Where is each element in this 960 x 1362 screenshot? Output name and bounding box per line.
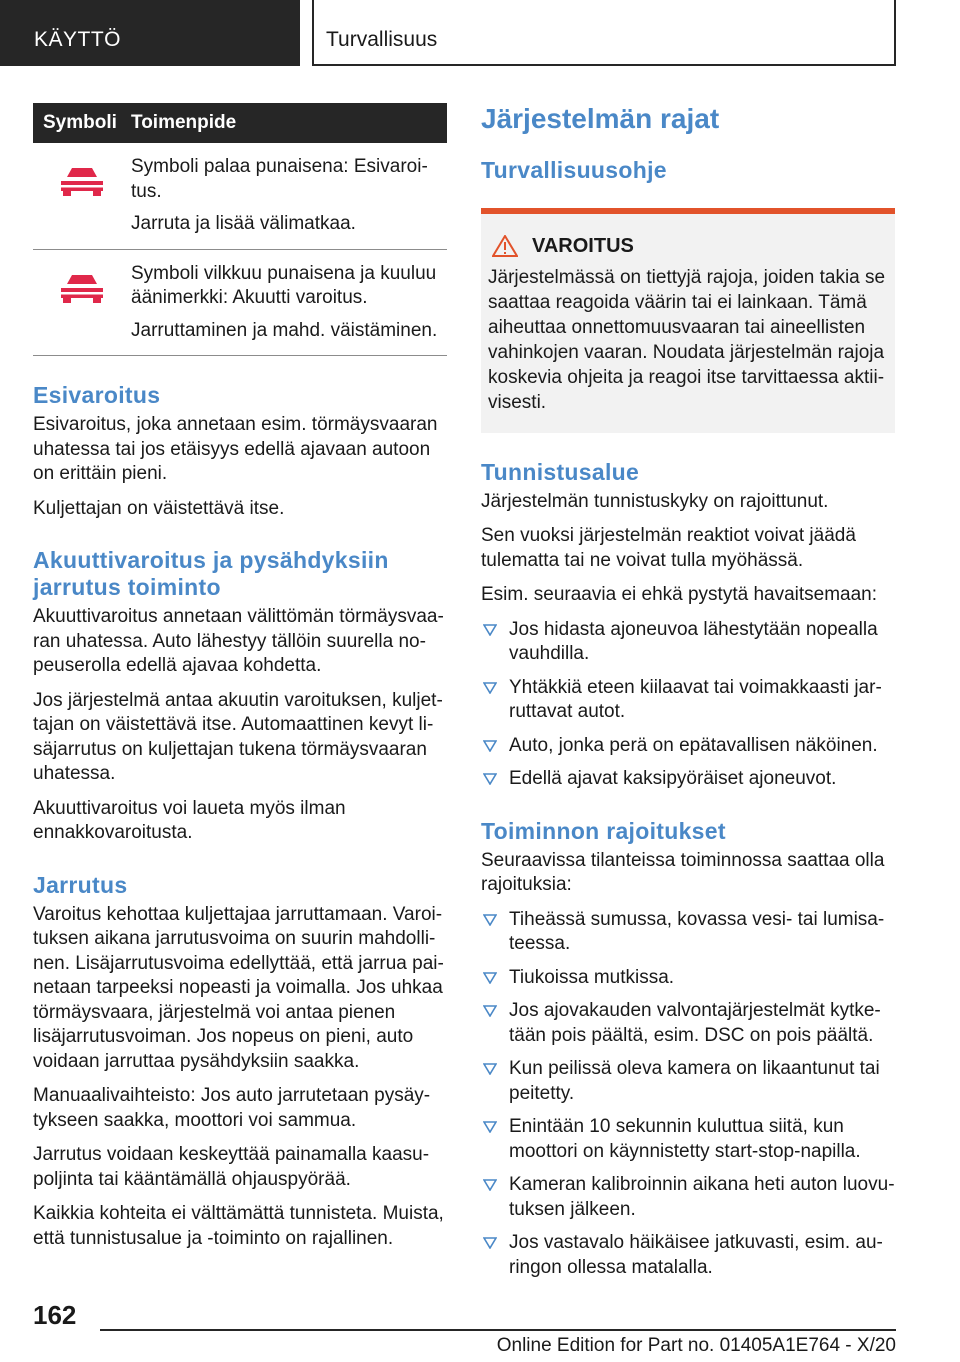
table-header bbox=[33, 103, 447, 143]
paragraph: Esivaroitus, joka annetaan esim. törmäysvaaran uhatessa tai jos etäisyys edellä ajavaan autoon on erittäin pieni. bbox=[33, 414, 438, 484]
list-item: Kameran kalibroinnin aikana heti auton luovutuksen jälkeen. bbox=[481, 1173, 895, 1222]
warning-triangle-icon bbox=[492, 235, 518, 257]
paragraph: Jos järjestelmä antaa akuutin varoituksen, kuljettajan on väistettävä itse. Automaattinen kevyt lisäjarrutus on kuljettajan tukena törmäysvaaran uhatessa. bbox=[33, 689, 443, 784]
list-item: Kun peilissä oleva kamera on likaantunut tai peitetty. bbox=[481, 1057, 895, 1106]
list-item: Edellä ajavat kaksipyöräiset ajoneuvot. bbox=[481, 767, 895, 792]
paragraph: Sen vuoksi järjestelmän reaktiot voivat jäädä tulematta tai ne voivat tulla myöhässä. bbox=[481, 525, 856, 571]
bullet-list-rajoitukset bbox=[481, 908, 895, 1281]
list-item: Auto, jonka perä on epätavallisen näköinen. bbox=[481, 734, 895, 759]
car-warning-icon bbox=[57, 165, 107, 197]
paragraph: Akuuttivaroitus voi laueta myös ilman ennakkovaroitusta. bbox=[33, 797, 346, 843]
table-row-text: Symboli palaa punaisena: Esivaroitus. bbox=[131, 156, 428, 202]
bullet-triangle-icon bbox=[483, 624, 497, 636]
paragraph: Seuraavissa tilanteissa toiminnossa saattaa olla rajoituksia: bbox=[481, 849, 885, 895]
table-header-symbol: Symboli bbox=[43, 111, 117, 133]
table-row bbox=[33, 250, 447, 357]
warning-label: VAROITUS bbox=[532, 235, 634, 257]
table-row-text: Symboli vilkkuu punaisena ja kuuluu äänimerkki: Akuutti varoitus. bbox=[131, 262, 437, 308]
warning-text: Järjestelmässä on tiettyjä rajoja, joiden takia se saattaa reagoida väärin tai ei lainkaan. Tämä aiheuttaa onnettomuusvaaran tai aineellisten vahinkojen vaaran. Noudata järjestelmän rajoja koskevia ohjeita ja reagoi itse tarvittaessa aktiivisesti. bbox=[488, 266, 886, 413]
warning-box bbox=[481, 208, 895, 433]
paragraph: Kaikkia kohteita ei välttämättä tunnisteta. Muista, että tunnistusalue ja -toiminto on rajallinen. bbox=[33, 1203, 444, 1249]
paragraph: Järjestelmän tunnistuskyky on rajoittunut. bbox=[481, 490, 829, 512]
footer-edition: Online Edition for Part no. 01405A1E764 - X/20 bbox=[496, 1335, 896, 1356]
table-row-text: Jarruta ja lisää välimatkaa. bbox=[131, 213, 356, 234]
bullet-triangle-icon bbox=[483, 773, 497, 785]
bullet-triangle-icon bbox=[483, 914, 497, 926]
header-section-label: KÄYTTÖ bbox=[34, 28, 122, 51]
list-item: Jos ajovakauden valvontajärjestelmät kytketään pois päältä, esim. DSC on pois päältä. bbox=[481, 999, 895, 1048]
list-item: Jos vastavalo häikäisee jatkuvasti, esim. auringon ollessa matalalla. bbox=[481, 1231, 895, 1280]
table-row-text: Jarruttaminen ja mahd. väistäminen. bbox=[131, 319, 438, 341]
header-chapter-tab bbox=[312, 0, 896, 66]
main-title: Järjestelmän rajat bbox=[481, 103, 720, 134]
header-chapter-label: Turvallisuus bbox=[326, 28, 438, 51]
section-title-tunnistusalue: Tunnistusalue bbox=[481, 458, 640, 485]
table-header-action: Toimenpide bbox=[131, 111, 237, 133]
footer-divider bbox=[100, 1329, 896, 1331]
list-item: Yhtäkkiä eteen kiilaavat tai voimakkaasti jarruttavat autot. bbox=[481, 676, 895, 725]
paragraph: Varoitus kehottaa kuljettajaa jarruttamaan. Varoituksen aikana jarrutusvoima on suurin mahdollinen. Lisäjarrutusvoima edellyttää, että jarrua painetaan tarpeeksi nopeasti ja voimalla. Jos uhkaa törmäysvaara, järjestelmä voi antaa pienen lisäjarrutusvoiman. Jos nopeus on pieni, auto voidaan jarruttaa pysähdyksiin saakka. bbox=[33, 903, 444, 1072]
section-title-jarrutus: Jarrutus bbox=[33, 871, 128, 898]
right-column bbox=[481, 103, 895, 1289]
list-item: Jos hidasta ajoneuvoa lähestytään nopealla vauhdilla. bbox=[481, 618, 895, 667]
paragraph: Akuuttivaroitus annetaan välittömän törmäysvaaran uhatessa. Auto lähestyy tällöin suurella nopeuserolla edellä ajavaa kohdetta. bbox=[33, 606, 444, 676]
bullet-triangle-icon bbox=[483, 682, 497, 694]
car-warning-icon bbox=[57, 272, 107, 304]
symbol-table bbox=[33, 103, 447, 356]
section-title-rajoitukset: Toiminnon rajoitukset bbox=[481, 817, 726, 844]
bullet-triangle-icon bbox=[483, 740, 497, 752]
bullet-triangle-icon bbox=[483, 1179, 497, 1191]
paragraph: Manuaalivaihteisto: Jos auto jarrutetaan pysäytykseen saakka, moottori voi sammua. bbox=[33, 1085, 431, 1131]
section-title-akuutti: Akuuttivaroitus ja pysähdyksiin jarrutus toiminto bbox=[33, 547, 389, 600]
subsection-title: Turvallisuusohje bbox=[481, 157, 667, 183]
section-title-esivaroitus: Esivaroitus bbox=[33, 382, 161, 408]
table-row bbox=[33, 143, 447, 250]
list-item: Enintään 10 sekunnin kuluttua siitä, kun moottori on käynnistetty start-stop-napilla. bbox=[481, 1115, 895, 1164]
bullet-list-tunnistus bbox=[481, 618, 895, 792]
paragraph: Jarrutus voidaan keskeyttää painamalla kaasupoljinta tai kääntämällä ohjauspyörää. bbox=[33, 1144, 430, 1190]
left-column bbox=[33, 103, 447, 1261]
bullet-triangle-icon bbox=[483, 972, 497, 984]
paragraph: Esim. seuraavia ei ehkä pystytä havaitsemaan: bbox=[481, 584, 878, 605]
page-number: 162 bbox=[33, 1300, 77, 1330]
header-section-tab bbox=[0, 0, 300, 66]
bullet-triangle-icon bbox=[483, 1063, 497, 1075]
warning-header bbox=[488, 234, 888, 259]
bullet-triangle-icon bbox=[483, 1121, 497, 1133]
bullet-triangle-icon bbox=[483, 1237, 497, 1249]
bullet-triangle-icon bbox=[483, 1005, 497, 1017]
paragraph: Kuljettajan on väistettävä itse. bbox=[33, 497, 285, 519]
list-item: Tiheässä sumussa, kovassa vesi- tai lumisateessa. bbox=[481, 908, 895, 957]
list-item: Tiukoissa mutkissa. bbox=[481, 966, 895, 991]
